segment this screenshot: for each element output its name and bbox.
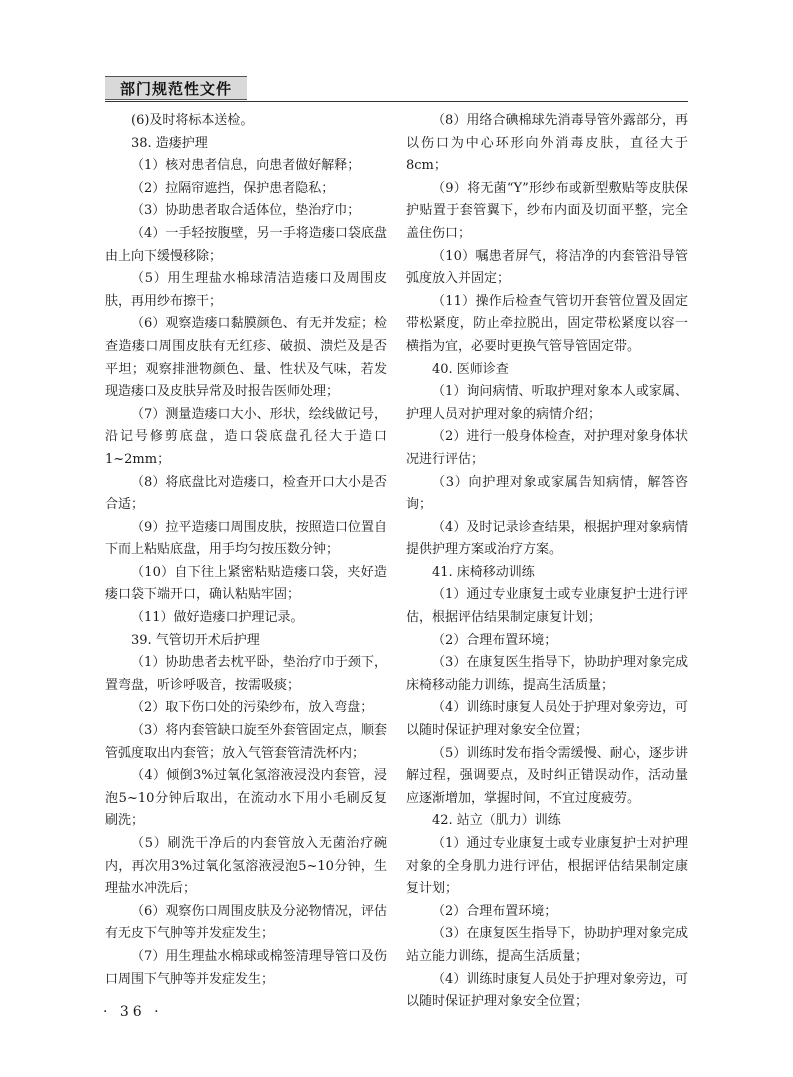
paragraph: （3）协助患者取合适体位，垫治疗巾； [131, 203, 361, 219]
paragraph: （10）嘱患者屏气，将洁净的内套管沿导管弧度放入并固定； [406, 248, 688, 287]
paragraph: （2）取下伤口处的污染纱布，放入弯盘； [131, 700, 374, 716]
paragraph: （2）合理布置环境； [432, 903, 558, 919]
paragraph: （7）用生理盐水棉球或棉签清理导管口及伤口周围下气肿等并发症发生； [105, 948, 387, 987]
paragraph: (6)及时将标本送检。 [131, 113, 254, 128]
paragraph: （3）在康复医生指导下，协助护理对象完成站立能力训练，提高生活质量； [406, 926, 688, 964]
paragraph: （1）通过专业康复士或专业康复护士进行评估，根据评估结果制定康复计划； [406, 587, 688, 626]
paragraph: （6）观察造瘘口黏膜颜色、有无并发症；检查造瘘口周围皮肤有无红疹、破损、溃烂及是否平坦；观察排泄物颜色、量、性状及气味，若发现造瘘口及皮肤异常及时报告医师处理； [105, 316, 387, 400]
paragraph: （3）将内套管缺口旋至外套管固定点，顺套管弧度取出内套管；放入气管套管清洗杯内； [105, 723, 387, 761]
paragraph: （2）进行一般身体检查，对护理对象身体状况进行评估； [406, 429, 688, 467]
section-heading: 41. 床椅移动训练 [432, 564, 535, 580]
section-header [105, 76, 247, 100]
section-heading: 39. 气管切开术后护理 [131, 632, 260, 648]
section-heading: 42. 站立（肌力）训练 [432, 813, 561, 829]
paragraph: （1）协助患者去枕平卧，垫治疗巾于颈下，置弯盘，听诊呼吸音，按需吸痰； [105, 655, 387, 693]
paragraph: （2）拉隔帘遮挡，保护患者隐私； [131, 180, 335, 196]
paragraph: （4）训练时康复人员处于护理对象旁边，可以随时保证护理对象安全位置； [406, 700, 688, 739]
paragraph: （9）拉平造瘘口周围皮肤，按照造口位置自下而上粘贴底盘，用手均匀按压数分钟； [105, 519, 387, 558]
paragraph: （2）合理布置环境； [432, 632, 558, 648]
right-column [406, 110, 688, 1014]
paragraph: （3）向护理对象或家属告知病情，解答咨询； [406, 474, 688, 513]
paragraph: （9）将无菌“Y”形纱布或新型敷贴等皮肤保护贴置于套管翼下，纱布内面及切面平整，完全盖住伤口； [406, 180, 688, 241]
header-title: 部门规范性文件 [119, 79, 232, 98]
paragraph: （8）将底盘比对造瘘口，检查开口大小是否合适； [105, 474, 387, 513]
paragraph: （4）及时记录诊查结果，根据护理对象病情提供护理方案或治疗方案。 [406, 519, 688, 558]
paragraph: （11）操作后检查气管切开套管位置及固定带松紧度，防止牵拉脱出，固定带松紧度以容一横指为宜，必要时更换气管导管固定带。 [406, 293, 688, 354]
paragraph: （4）一手轻按腹壁，另一手将造瘘口袋底盘由上向下缓慢移除； [105, 225, 387, 264]
header-divider [105, 101, 688, 102]
paragraph: （1）通过专业康复士或专业康复护士对护理对象的全身肌力进行评估，根据评估结果制定康复计划； [406, 836, 688, 897]
paragraph: （4）倾倒3%过氧化氢溶液浸没内套管，浸泡5~10分钟后取出，在流动水下用小毛刷反复刷洗； [105, 768, 387, 829]
section-heading: 40. 医师诊查 [432, 361, 509, 377]
paragraph: （7）测量造瘘口大小、形状，绘线做记号，沿记号修剪底盘，造口袋底盘孔径大于造口1~2mm； [105, 406, 387, 467]
paragraph: （11）做好造瘘口护理记录。 [131, 610, 304, 626]
paragraph: （4）训练时康复人员处于护理对象旁边，可以随时保证护理对象安全位置； [406, 971, 688, 1010]
paragraph: （1）询问病情、听取护理对象本人或家属、护理人员对护理对象的病情介绍； [406, 384, 688, 422]
paragraph: （5）刷洗干净后的内套管放入无菌治疗碗内，再次用3%过氧化氢溶液浸泡5~10分钟，生理盐水冲洗后； [105, 836, 387, 897]
paragraph: （1）核对患者信息，向患者做好解释； [131, 158, 361, 174]
paragraph: （5）用生理盐水棉球清洁造瘘口及周围皮肤，再用纱布擦干； [105, 271, 387, 309]
page-number: · 36 · [103, 1004, 163, 1020]
paragraph: （8）用络合碘棉球先消毒导管外露部分，再以伤口为中心环形向外消毒皮肤，直径大于8cm； [406, 113, 688, 174]
paragraph: （5）训练时发布指令需缓慢、耐心，逐步讲解过程，强调要点，及时纠正错误动作，活动量应逐渐增加，掌握时间，不宜过度疲劳。 [406, 745, 688, 806]
left-column [105, 110, 387, 991]
paragraph: （6）观察伤口周围皮肤及分泌物情况，评估有无皮下气肿等并发症发生； [105, 903, 387, 942]
section-heading: 38. 造瘘护理 [131, 135, 208, 151]
paragraph: （3）在康复医生指导下，协助护理对象完成床椅移动能力训练，提高生活质量； [406, 655, 688, 693]
paragraph: （10）自下往上紧密粘贴造瘘口袋，夹好造瘘口袋下端开口，确认粘贴牢固； [105, 564, 387, 603]
